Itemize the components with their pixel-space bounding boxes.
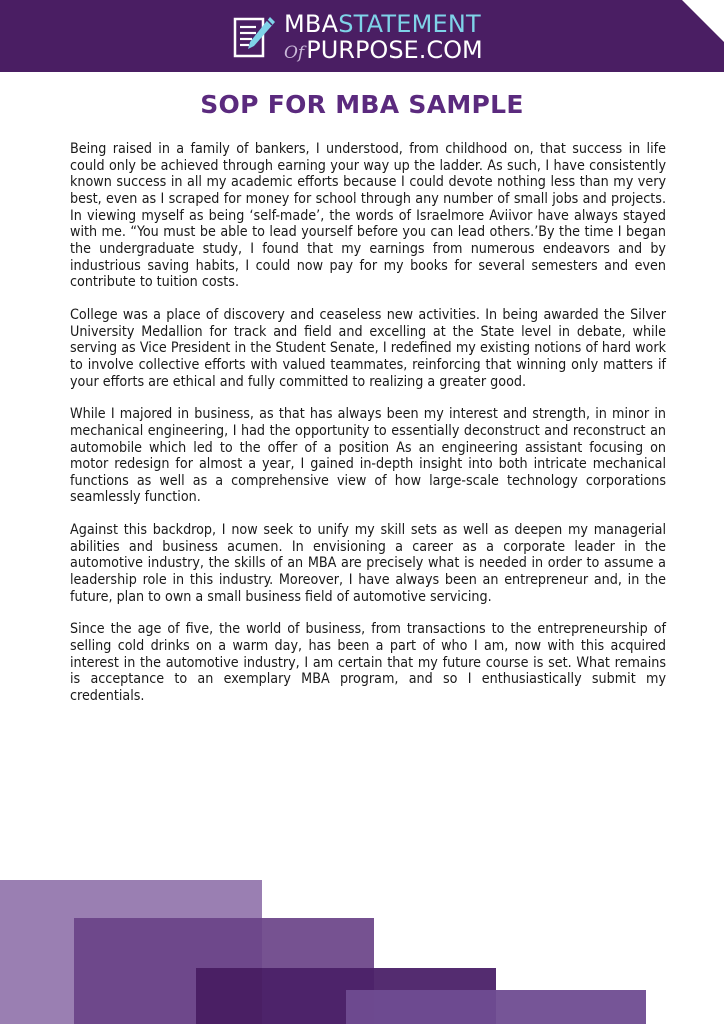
paragraph-4: Against this backdrop, I now seek to unify my skill sets as well as deepen my managerial abilities and business acumen. In envisioning a career as a corporate leader in the automotive industry, the skills of an MBA are precisely what is needed in order to assume a leadership role in this industry. Moreover, I have always been an entrepreneur and, in the future, plan to own a small business field of automotive servicing. <box>70 522 666 605</box>
logo-of: Of <box>284 43 305 63</box>
logo-wordmark <box>284 12 483 62</box>
document-body <box>70 141 666 721</box>
logo-statement: STATEMENT <box>338 10 481 38</box>
header-banner <box>0 0 724 72</box>
document-pen-icon <box>232 14 276 60</box>
paragraph-1: Being raised in a family of bankers, I understood, from childhood on, that success in life could only be achieved through earning your way up the ladder. As such, I have consistently known success in all my academic efforts because I could devote nothing less than my very best, even as I scraped for money for school through any number of small jobs and projects. In viewing myself as being ‘self-made’, the words of Israelmore Aviivor have always stayed with me. “You must be able to lead yourself before you can lead others.’By the time I began the undergraduate study, I found that my earnings from numerous endeavors and by industrious saving habits, I could now pay for my books for several semesters and even contribute to tuition costs. <box>70 141 666 291</box>
document-title: SOP FOR MBA SAMPLE <box>200 90 524 119</box>
page-curl-corner <box>682 0 724 42</box>
logo-purpose: PURPOSE.COM <box>306 36 483 64</box>
logo-line-2 <box>284 38 483 62</box>
logo-mba: MBA <box>284 10 339 38</box>
decorative-block-5 <box>196 968 262 1024</box>
paragraph-2: College was a place of discovery and ceaseless new activities. In being awarded the Silver University Medallion for track and field and excelling at the State level in debate, while serving as Vice President in the Student Senate, I redefined my existing notions of hard work to involve collective efforts with valued teammates, reinforcing that winning only matters if your efforts are ethical and fully committed to realizing a greater good. <box>70 306 666 390</box>
paragraph-5: Since the age of five, the world of business, from transactions to the entrepreneurship of selling cold drinks on a warm day, has been a part of who I am, now with this acquired interest in the automotive industry, I am certain that my future course is set. What remains is acceptance to an exemplary MBA program, and so I enthusiastically submit my credentials. <box>70 621 666 705</box>
decorative-block-4 <box>346 990 646 1024</box>
site-logo[interactable] <box>232 12 483 62</box>
paragraph-3: While I majored in business, as that has always been my interest and strength, in minor in mechanical engineering, I had the opportunity to essentially deconstruct and reconstruct an automobile which led to the offer of a position As an engineering assistant focusing on motor redesign for almost a year, I gained in-depth insight into both intricate mechanical functions as well as a comprehensive view of how large-scale technology corporations seamlessly function. <box>70 406 666 506</box>
logo-line-1 <box>284 12 483 36</box>
